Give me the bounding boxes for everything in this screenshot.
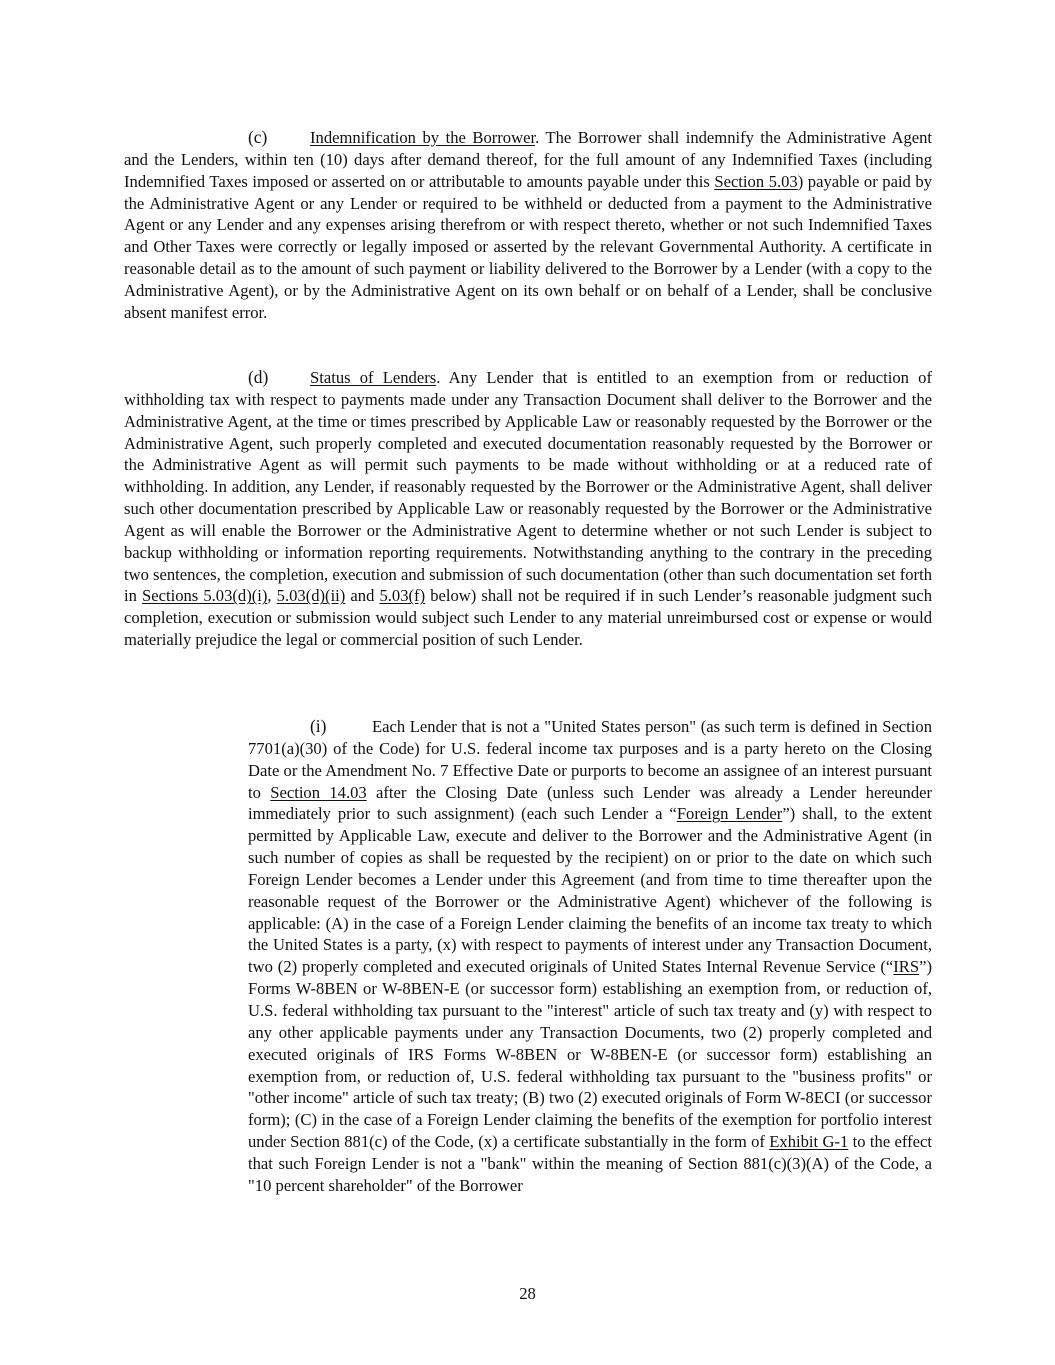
paragraph-d-separator-1: , xyxy=(267,586,277,606)
section-5-03-d-ii-reference: 5.03(d)(ii) xyxy=(276,586,346,606)
irs-term: IRS xyxy=(893,957,920,977)
paragraph-i xyxy=(248,716,932,1197)
paragraph-i-body-2: after the Closing Date (unless such Lender was already a Lender hereunder immediately prior to such assignment) (each such Lender a “ xyxy=(248,782,933,824)
paragraph-i-body-1: Each Lender that is not a "United States person" (as such term is defined in Section 7701(a)(30) of the Code) for U.S. federal income tax purposes and is a party hereto on the Closing Date or the Amendment No. 7 Effective Date or purports to become an assignee of an interest pursuant to xyxy=(248,717,932,802)
section-14-03-reference: Section 14.03 xyxy=(270,782,367,802)
section-5-03-d-i-reference: Sections 5.03(d)(i) xyxy=(142,586,268,606)
paragraph-i-label: (i) xyxy=(310,716,327,736)
paragraph-i-body-5: to the effect that such Foreign Lender is not a "bank" within the meaning of Section 881(c)(3)(A) of the Code, a "10 percent shareholder" of the Borrower xyxy=(248,1132,932,1195)
paragraph-d-body-1: . Any Lender that is entitled to an exemption from or reduction of withholding tax with respect to payments made under any Transaction Document shall deliver to the Borrower and the Administrative Agent, at the time or times prescribed by Applicable Law or reasonably requested by the Borrower or the Administrative Agent, such properly completed and executed documentation reasonably requested by the Borrower or the Administrative Agent as will permit such payments to be made without withholding or at a reduced rate of withholding. In addition, any Lender, if reasonably requested by the Borrower or the Administrative Agent, shall deliver such other documentation prescribed by Applicable Law or reasonably requested by the Borrower or the Administrative Agent as will enable the Borrower or the Administrative Agent to determine whether or not such Lender is subject to backup withholding or information reporting requirements. Notwithstanding anything to the contrary in the preceding two sentences, the completion, execution and submission of such documentation (other than such documentation set forth in xyxy=(124,368,932,606)
paragraph-c-body-2: ) payable or paid by the Administrative Agent or any Lender or required to be withheld or deducted from a payment to the Administrative Agent or any Lender and any expenses arising therefrom or with respect thereto, whether or not such Indemnified Taxes and Other Taxes were correctly or legally imposed or asserted by the relevant Governmental Authority. A certificate in reasonable detail as to the amount of such payment or liability delivered to the Borrower by a Lender (with a copy to the Administrative Agent), or by the Administrative Agent on its own behalf or on behalf of a Lender, shall be conclusive absent manifest error. xyxy=(124,171,932,322)
section-5-03-f-reference: 5.03(f) xyxy=(379,586,426,606)
foreign-lender-term: Foreign Lender xyxy=(676,804,783,824)
paragraph-i-body-3: ”) shall, to the extent permitted by Applicable Law, execute and deliver to the Borrower and the Administrative Agent (in such number of copies as shall be requested by the recipient) on or prior to the date on which such Foreign Lender becomes a Lender under this Agreement (and from time to time thereafter upon the reasonable request of the Borrower or the Administrative Agent) whichever of the following is applicable: (A) in the case of a Foreign Lender claiming the benefits of an income tax treaty to which the United States is a party, (x) with respect to payments of interest under any Transaction Document, two (2) properly completed and executed originals of United States Internal Revenue Service (“ xyxy=(248,804,932,977)
paragraph-d xyxy=(124,367,932,651)
paragraph-d-body-2: below) shall not be required if in such Lender’s reasonable judgment such completion, execution or submission would subject such Lender to any material unreimbursed cost or expense or would materially prejudice the legal or commercial position of such Lender. xyxy=(124,586,933,650)
exhibit-g-1-reference: Exhibit G-1 xyxy=(769,1132,849,1152)
paragraph-d-separator-2: and xyxy=(345,586,380,606)
paragraph-c-heading: Indemnification by the Borrower xyxy=(310,128,536,147)
paragraph-d-heading: Status of Lenders xyxy=(310,368,437,387)
paragraph-c-label: (c) xyxy=(248,127,268,147)
paragraph-i-body-4: ”) Forms W-8BEN or W-8BEN-E (or successor form) establishing an exemption from, or reduction of, U.S. federal withholding tax pursuant to the "interest" article of such tax treaty and (y) with respect to any other applicable payments under any Transaction Documents, two (2) properly completed and executed originals of IRS Forms W-8BEN or W-8BEN-E (or successor form) establishing an exemption from, or reduction of, U.S. federal withholding tax pursuant to the "business profits" or "other income" article of such tax treaty; (B) two (2) executed originals of Form W-8ECI (or successor form); (C) in the case of a Foreign Lender claiming the benefits of the exemption for portfolio interest under Section 881(c) of the Code, (x) a certificate substantially in the form of xyxy=(248,957,932,1152)
section-5-03-reference: Section 5.03 xyxy=(714,171,798,191)
paragraph-c-body-1: . The Borrower shall indemnify the Administrative Agent and the Lenders, within ten (10) days after demand thereof, for the full amount of any Indemnified Taxes (including Indemnified Taxes imposed or asserted on or attributable to amounts payable under this xyxy=(124,128,933,191)
paragraph-d-label: (d) xyxy=(248,367,269,387)
page-number: 28 xyxy=(519,1284,536,1303)
paragraph-c xyxy=(124,127,932,324)
